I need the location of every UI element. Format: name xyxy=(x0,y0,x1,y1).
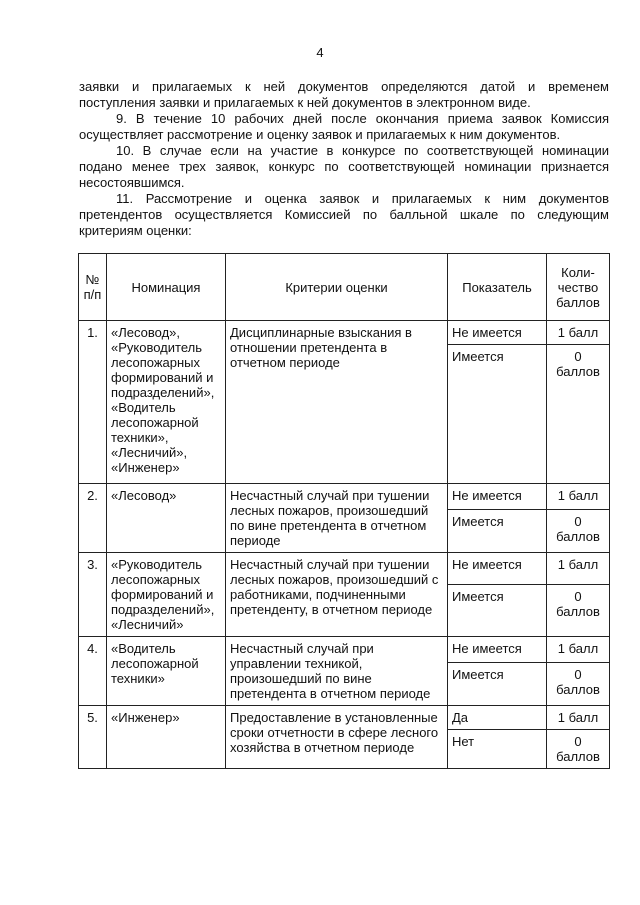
table-row xyxy=(79,637,610,663)
text-line: 10. В случае если на участие в конкурсе по соответствующей номинации xyxy=(116,143,609,158)
row-score: 1 балл xyxy=(547,637,610,663)
row-nomination: «Лесовод», «Руководитель лесопожарных формирований и подразделений», «Водитель лесопожарной техники», «Лесничий», «Инженер» xyxy=(107,321,226,484)
row-score: 0 баллов xyxy=(547,663,610,706)
text-line: критериям оценки: xyxy=(79,223,192,238)
row-criteria: Несчастный случай при тушении лесных пожаров, произошедший по вине претендента в отчетном периоде xyxy=(226,484,448,553)
row-indicator: Имеется xyxy=(448,663,547,706)
row-num: 2. xyxy=(79,484,107,553)
row-criteria: Несчастный случай при управлении техникой, произошедший по вине претендента в отчетном периоде xyxy=(226,637,448,706)
text-line: подано менее трех заявок, конкурс по соответствующей номинации признается xyxy=(79,159,609,174)
text-line: 11. Рассмотрение и оценка заявок и прилагаемых к ним документов xyxy=(116,191,609,206)
row-score: 0 баллов xyxy=(547,730,610,769)
table-header-row xyxy=(79,254,610,321)
body-text xyxy=(79,79,609,239)
row-indicator: Имеется xyxy=(448,345,547,484)
row-nomination: «Лесовод» xyxy=(107,484,226,553)
row-indicator: Не имеется xyxy=(448,553,547,585)
row-indicator: Не имеется xyxy=(448,321,547,345)
text-line: претендентов осуществляется Комиссией по балльной шкале по следующим xyxy=(79,207,609,222)
text-line: 9. В течение 10 рабочих дней после окончания приема заявок Комиссия xyxy=(116,111,609,126)
header-score: Коли- чество баллов xyxy=(547,254,610,321)
row-num: 5. xyxy=(79,706,107,769)
table-row xyxy=(79,706,610,730)
row-indicator: Имеется xyxy=(448,585,547,637)
row-nomination: «Руководитель лесопожарных формирований и подразделений», «Лесничий» xyxy=(107,553,226,637)
row-score: 1 балл xyxy=(547,553,610,585)
row-indicator: Имеется xyxy=(448,510,547,553)
row-num: 1. xyxy=(79,321,107,484)
row-score: 0 баллов xyxy=(547,510,610,553)
row-score: 1 балл xyxy=(547,706,610,730)
header-nomination: Номинация xyxy=(107,254,226,321)
text-line: несостоявшимся. xyxy=(79,175,185,190)
row-score: 1 балл xyxy=(547,321,610,345)
header-criteria: Критерии оценки xyxy=(226,254,448,321)
row-score: 0 баллов xyxy=(547,585,610,637)
text-line: заявки и прилагаемых к ней документов определяются датой и временем xyxy=(79,79,609,94)
page-number: 4 xyxy=(316,45,324,60)
paragraph-8-continuation xyxy=(79,79,609,111)
paragraph-10 xyxy=(79,143,609,191)
row-indicator: Да xyxy=(448,706,547,730)
table-row xyxy=(79,484,610,510)
text-line: осуществляет рассмотрение и оценку заявок и прилагаемых к ним документов. xyxy=(79,127,561,142)
row-indicator: Нет xyxy=(448,730,547,769)
row-score: 0 баллов xyxy=(547,345,610,484)
table-row xyxy=(79,321,610,345)
row-criteria: Дисциплинарные взыскания в отношении претендента в отчетном периоде xyxy=(226,321,448,484)
paragraph-9 xyxy=(79,111,609,143)
row-indicator: Не имеется xyxy=(448,484,547,510)
text-line: поступления заявки и прилагаемых к ней документов в электронном виде. xyxy=(79,95,531,110)
row-nomination: «Инженер» xyxy=(107,706,226,769)
criteria-table xyxy=(78,253,610,769)
row-criteria: Несчастный случай при тушении лесных пожаров, произошедший с работниками, подчиненными претенденту, в отчетном периоде xyxy=(226,553,448,637)
header-indicator: Показатель xyxy=(448,254,547,321)
row-num: 3. xyxy=(79,553,107,637)
row-num: 4. xyxy=(79,637,107,706)
row-indicator: Не имеется xyxy=(448,637,547,663)
paragraph-11 xyxy=(79,191,609,239)
row-score: 1 балл xyxy=(547,484,610,510)
header-num: № п/п xyxy=(79,254,107,321)
row-nomination: «Водитель лесопожарной техники» xyxy=(107,637,226,706)
row-criteria: Предоставление в установленные сроки отчетности в сфере лесного хозяйства в отчетном периоде xyxy=(226,706,448,769)
table-row xyxy=(79,553,610,585)
